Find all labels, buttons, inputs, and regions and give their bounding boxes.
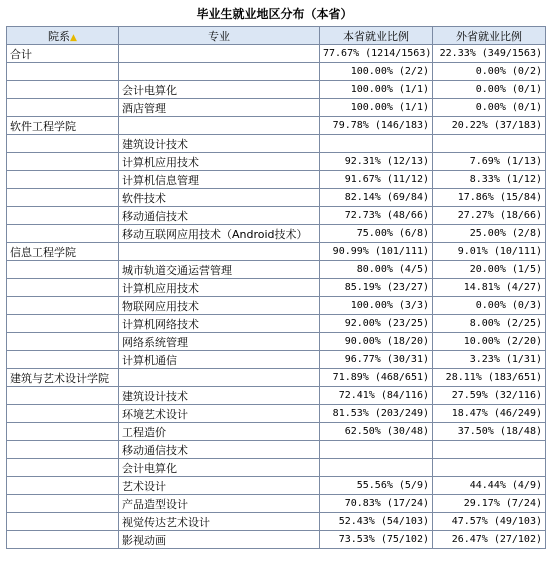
major-cell: 产品造型设计 bbox=[119, 495, 320, 513]
table-row bbox=[7, 45, 546, 63]
college-cell: 软件工程学院 bbox=[7, 117, 119, 135]
local-rate-cell: 72.73% (48/66) bbox=[320, 207, 433, 225]
other-rate-cell: 0.00% (0/2) bbox=[433, 63, 546, 81]
local-rate-cell: 100.00% (2/2) bbox=[320, 63, 433, 81]
college-cell: 建筑与艺术设计学院 bbox=[7, 369, 119, 387]
page-title: 毕业生就业地区分布（本省） bbox=[196, 7, 353, 21]
local-rate-cell: 80.00% (4/5) bbox=[320, 261, 433, 279]
college-cell bbox=[7, 423, 119, 441]
major-cell: 环境艺术设计 bbox=[119, 405, 320, 423]
college-cell bbox=[7, 315, 119, 333]
table-row bbox=[7, 315, 546, 333]
major-cell: 计算机通信 bbox=[119, 351, 320, 369]
college-cell bbox=[7, 459, 119, 477]
local-rate-cell: 100.00% (1/1) bbox=[320, 81, 433, 99]
table-row bbox=[7, 351, 546, 369]
table-row bbox=[7, 459, 546, 477]
college-cell bbox=[7, 441, 119, 459]
table-row bbox=[7, 495, 546, 513]
other-rate-cell: 37.50% (18/48) bbox=[433, 423, 546, 441]
local-rate-cell: 75.00% (6/8) bbox=[320, 225, 433, 243]
college-cell bbox=[7, 171, 119, 189]
college-cell bbox=[7, 189, 119, 207]
column-header-local[interactable]: 本省就业比例 bbox=[320, 27, 433, 45]
table-row bbox=[7, 63, 546, 81]
major-cell: 城市轨道交通运营管理 bbox=[119, 261, 320, 279]
major-cell: 移动通信技术 bbox=[119, 207, 320, 225]
table-row bbox=[7, 423, 546, 441]
other-rate-cell: 22.33% (349/1563) bbox=[433, 45, 546, 63]
major-cell: 移动互联网应用技术（Android技术） bbox=[119, 225, 320, 243]
sort-ascending-icon[interactable]: ▲ bbox=[70, 32, 77, 43]
other-rate-cell bbox=[433, 135, 546, 153]
major-cell: 酒店管理 bbox=[119, 99, 320, 117]
table-row bbox=[7, 99, 546, 117]
local-rate-cell: 90.00% (18/20) bbox=[320, 333, 433, 351]
college-cell bbox=[7, 153, 119, 171]
other-rate-cell: 8.00% (2/25) bbox=[433, 315, 546, 333]
other-rate-cell bbox=[433, 441, 546, 459]
column-header-college[interactable] bbox=[7, 27, 119, 45]
table-row bbox=[7, 477, 546, 495]
major-cell: 计算机应用技术 bbox=[119, 153, 320, 171]
major-cell: 建筑设计技术 bbox=[119, 135, 320, 153]
local-rate-cell: 90.99% (101/111) bbox=[320, 243, 433, 261]
table-row bbox=[7, 81, 546, 99]
other-rate-cell: 7.69% (1/13) bbox=[433, 153, 546, 171]
college-cell bbox=[7, 207, 119, 225]
college-cell bbox=[7, 297, 119, 315]
other-rate-cell: 18.47% (46/249) bbox=[433, 405, 546, 423]
other-rate-cell: 20.00% (1/5) bbox=[433, 261, 546, 279]
other-rate-cell bbox=[433, 459, 546, 477]
college-cell bbox=[7, 351, 119, 369]
other-rate-cell: 47.57% (49/103) bbox=[433, 513, 546, 531]
other-rate-cell: 27.27% (18/66) bbox=[433, 207, 546, 225]
college-cell bbox=[7, 135, 119, 153]
other-rate-cell: 14.81% (4/27) bbox=[433, 279, 546, 297]
other-rate-cell: 0.00% (0/1) bbox=[433, 99, 546, 117]
major-cell: 艺术设计 bbox=[119, 477, 320, 495]
local-rate-cell: 82.14% (69/84) bbox=[320, 189, 433, 207]
table-row bbox=[7, 207, 546, 225]
other-rate-cell: 44.44% (4/9) bbox=[433, 477, 546, 495]
major-cell: 移动通信技术 bbox=[119, 441, 320, 459]
college-cell bbox=[7, 513, 119, 531]
college-cell bbox=[7, 279, 119, 297]
other-rate-cell: 8.33% (1/12) bbox=[433, 171, 546, 189]
table-row bbox=[7, 531, 546, 549]
other-rate-cell: 3.23% (1/31) bbox=[433, 351, 546, 369]
local-rate-cell: 96.77% (30/31) bbox=[320, 351, 433, 369]
major-cell: 会计电算化 bbox=[119, 459, 320, 477]
local-rate-cell: 55.56% (5/9) bbox=[320, 477, 433, 495]
college-cell bbox=[7, 333, 119, 351]
other-rate-cell: 0.00% (0/1) bbox=[433, 81, 546, 99]
table-row bbox=[7, 135, 546, 153]
table-row bbox=[7, 171, 546, 189]
major-cell bbox=[119, 45, 320, 63]
college-cell: 信息工程学院 bbox=[7, 243, 119, 261]
major-cell: 计算机信息管理 bbox=[119, 171, 320, 189]
local-rate-cell: 79.78% (146/183) bbox=[320, 117, 433, 135]
major-cell: 视觉传达艺术设计 bbox=[119, 513, 320, 531]
college-cell bbox=[7, 477, 119, 495]
table-row bbox=[7, 261, 546, 279]
major-cell: 软件技术 bbox=[119, 189, 320, 207]
table-row bbox=[7, 441, 546, 459]
college-cell bbox=[7, 531, 119, 549]
other-rate-cell: 29.17% (7/24) bbox=[433, 495, 546, 513]
college-cell bbox=[7, 495, 119, 513]
major-cell: 网络系统管理 bbox=[119, 333, 320, 351]
local-rate-cell: 81.53% (203/249) bbox=[320, 405, 433, 423]
major-cell: 物联网应用技术 bbox=[119, 297, 320, 315]
table-header-row bbox=[7, 27, 546, 45]
college-cell bbox=[7, 81, 119, 99]
local-rate-cell: 71.89% (468/651) bbox=[320, 369, 433, 387]
local-rate-cell: 91.67% (11/12) bbox=[320, 171, 433, 189]
employment-table bbox=[6, 26, 546, 549]
local-rate-cell: 85.19% (23/27) bbox=[320, 279, 433, 297]
other-rate-cell: 9.01% (10/111) bbox=[433, 243, 546, 261]
college-cell bbox=[7, 225, 119, 243]
table-row bbox=[7, 405, 546, 423]
table-row bbox=[7, 189, 546, 207]
local-rate-cell: 100.00% (1/1) bbox=[320, 99, 433, 117]
local-rate-cell: 70.83% (17/24) bbox=[320, 495, 433, 513]
major-cell bbox=[119, 369, 320, 387]
table-row bbox=[7, 225, 546, 243]
major-cell: 建筑设计技术 bbox=[119, 387, 320, 405]
college-cell bbox=[7, 387, 119, 405]
table-body bbox=[7, 45, 546, 549]
table-row bbox=[7, 297, 546, 315]
column-header-other[interactable]: 外省就业比例 bbox=[433, 27, 546, 45]
table-row bbox=[7, 117, 546, 135]
local-rate-cell bbox=[320, 441, 433, 459]
major-cell: 会计电算化 bbox=[119, 81, 320, 99]
college-cell bbox=[7, 99, 119, 117]
table-row bbox=[7, 369, 546, 387]
major-cell: 计算机应用技术 bbox=[119, 279, 320, 297]
local-rate-cell: 62.50% (30/48) bbox=[320, 423, 433, 441]
college-cell bbox=[7, 261, 119, 279]
other-rate-cell: 28.11% (183/651) bbox=[433, 369, 546, 387]
other-rate-cell: 27.59% (32/116) bbox=[433, 387, 546, 405]
column-header-college-label: 院系 bbox=[48, 29, 71, 43]
table-row bbox=[7, 513, 546, 531]
college-cell bbox=[7, 63, 119, 81]
table-row bbox=[7, 333, 546, 351]
table-row bbox=[7, 279, 546, 297]
college-cell bbox=[7, 405, 119, 423]
local-rate-cell: 100.00% (3/3) bbox=[320, 297, 433, 315]
local-rate-cell: 52.43% (54/103) bbox=[320, 513, 433, 531]
table-row bbox=[7, 243, 546, 261]
major-cell bbox=[119, 243, 320, 261]
table-row bbox=[7, 387, 546, 405]
other-rate-cell: 20.22% (37/183) bbox=[433, 117, 546, 135]
local-rate-cell: 92.00% (23/25) bbox=[320, 315, 433, 333]
local-rate-cell: 73.53% (75/102) bbox=[320, 531, 433, 549]
local-rate-cell: 77.67% (1214/1563) bbox=[320, 45, 433, 63]
other-rate-cell: 26.47% (27/102) bbox=[433, 531, 546, 549]
college-cell: 合计 bbox=[7, 45, 119, 63]
major-cell: 计算机网络技术 bbox=[119, 315, 320, 333]
local-rate-cell bbox=[320, 135, 433, 153]
other-rate-cell: 25.00% (2/8) bbox=[433, 225, 546, 243]
table-row bbox=[7, 153, 546, 171]
major-cell: 影视动画 bbox=[119, 531, 320, 549]
major-cell bbox=[119, 117, 320, 135]
other-rate-cell: 10.00% (2/20) bbox=[433, 333, 546, 351]
column-header-major[interactable]: 专业 bbox=[119, 27, 320, 45]
local-rate-cell: 92.31% (12/13) bbox=[320, 153, 433, 171]
major-cell bbox=[119, 63, 320, 81]
major-cell: 工程造价 bbox=[119, 423, 320, 441]
other-rate-cell: 17.86% (15/84) bbox=[433, 189, 546, 207]
local-rate-cell: 72.41% (84/116) bbox=[320, 387, 433, 405]
other-rate-cell: 0.00% (0/3) bbox=[433, 297, 546, 315]
local-rate-cell bbox=[320, 459, 433, 477]
